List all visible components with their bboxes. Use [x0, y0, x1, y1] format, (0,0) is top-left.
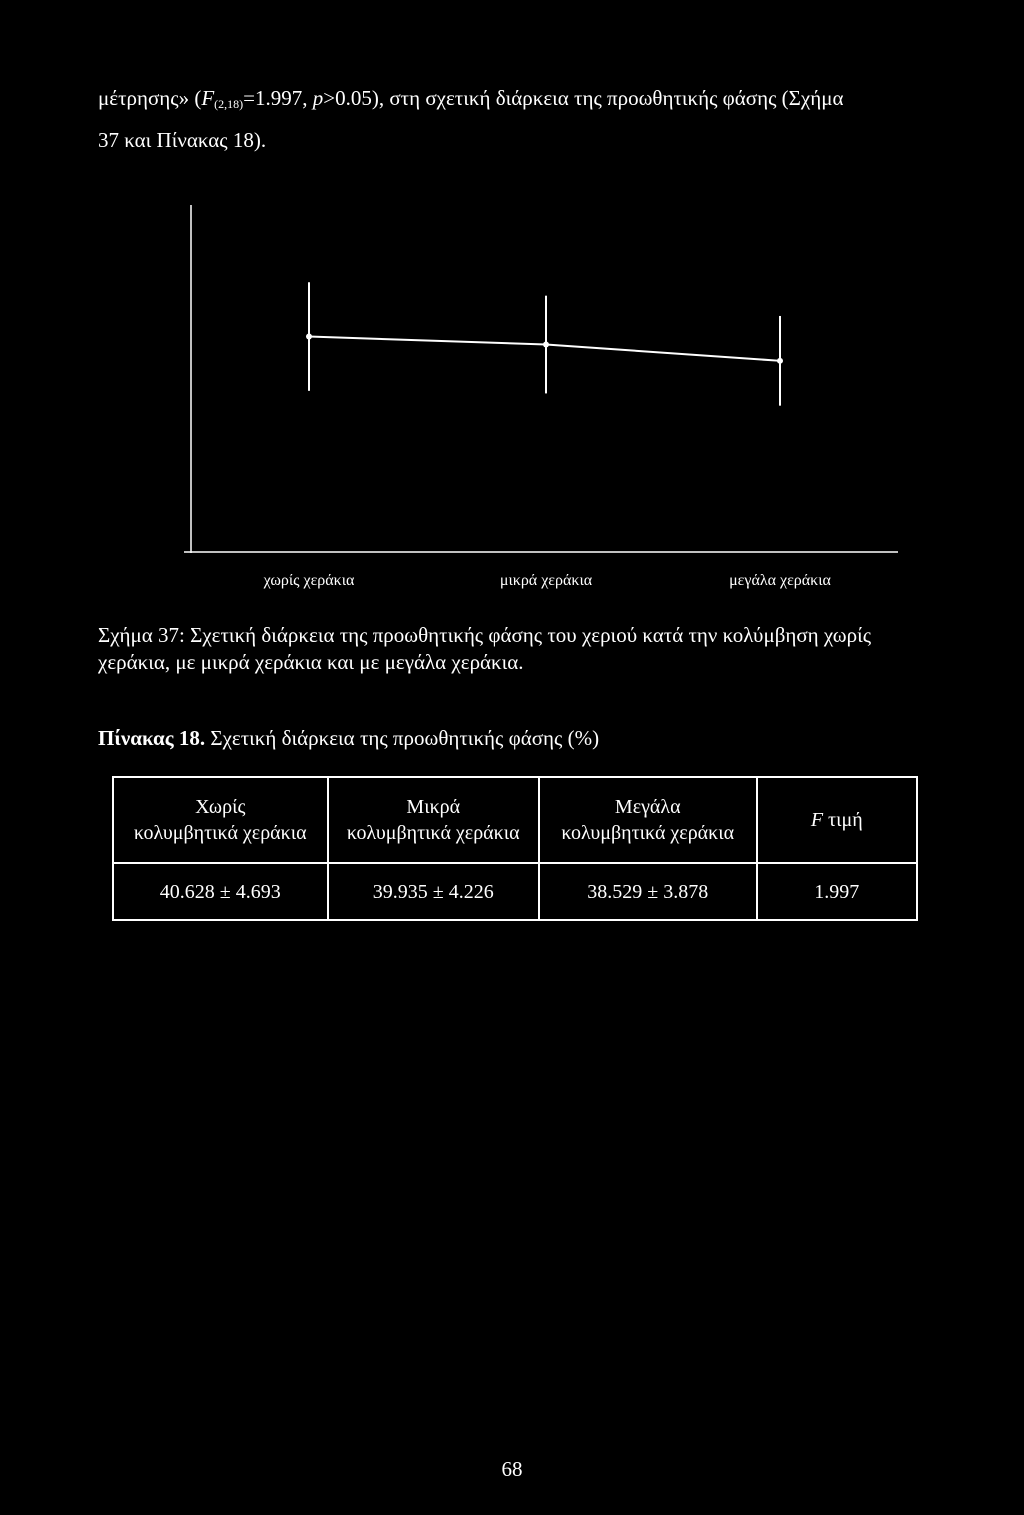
cell-no-paddles: 40.628 ± 4.693 — [113, 863, 328, 920]
cell-f-value: 1.997 — [757, 863, 918, 920]
header-f-value: F τιμή — [757, 777, 918, 863]
header-large-paddles: Μεγάλα κολυμβητικά χεράκια — [539, 777, 756, 863]
data-point-2 — [777, 358, 783, 364]
header-no-paddles: Χωρίς κολυμβητικά χεράκια — [113, 777, 328, 863]
table-title: Πίνακας 18. Σχετική διάρκεια της προωθητικής φάσης (%) — [98, 726, 600, 750]
x-tick-label-1: μικρά χεράκια — [499, 572, 593, 589]
header-small-paddles: Μικρά κολυμβητικά χεράκια — [328, 777, 540, 863]
intro-line-2: 37 και Πίνακας 18). — [98, 128, 267, 152]
figure-37-chart — [0, 0, 1024, 600]
figure-caption: Σχήμα 37: Σχετική διάρκεια της προωθητικής φάσης του χεριού κατά την κολύμβηση χωρίς χεράκια, με μικρά χεράκια και με μεγάλα χεράκια. — [98, 623, 872, 674]
chart-marks — [306, 282, 783, 405]
cell-small-paddles: 39.935 ± 4.226 — [328, 863, 540, 920]
x-tick-label-0: χωρίς χεράκια — [263, 572, 355, 589]
page-number: 68 — [501, 1457, 523, 1481]
table-row — [113, 863, 917, 920]
data-point-1 — [543, 342, 549, 348]
x-tick-label-2: μεγάλα χεράκια — [729, 572, 831, 589]
series-line — [309, 337, 780, 361]
intro-line-1: μέτρησης» ($F_{(2,18)}=1.997$, p>0.05), στη σχετική διάρκεια της προωθητικής φάσης (Σχήμα — [98, 86, 844, 111]
cell-large-paddles: 38.529 ± 3.878 — [539, 863, 756, 920]
results-table — [112, 776, 918, 921]
table-header-row — [113, 777, 917, 863]
data-point-0 — [306, 334, 312, 340]
